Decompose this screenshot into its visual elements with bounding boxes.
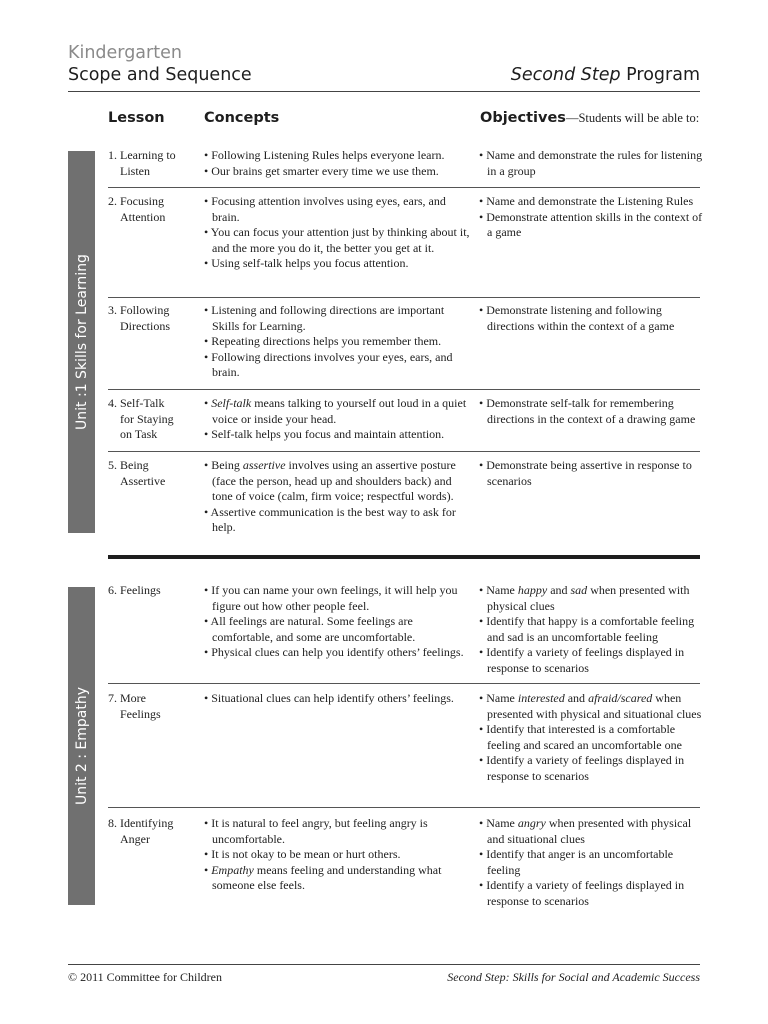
lesson-row-8 <box>108 816 700 911</box>
objectives-cell <box>479 691 703 784</box>
concept-item: • Self-talk means talking to yourself out loud in a quiet voice or inside your head. <box>204 396 467 426</box>
lesson-title-line: 5. Being <box>108 458 149 472</box>
lesson-title-line: 1. Learning to <box>108 148 176 162</box>
concept-item: • It is natural to feel angry, but feeling angry is uncomfortable. <box>204 816 428 846</box>
concept-item: • Repeating directions helps you remember them. <box>204 334 442 348</box>
lesson-title <box>108 194 200 225</box>
objective-item: • Demonstrate attention skills in the context of a game <box>479 209 703 239</box>
lesson-title-line: Anger <box>120 831 150 846</box>
objective-item: • Name and demonstrate the rules for listening in a group <box>479 148 703 178</box>
lesson-title-line: for Staying <box>120 411 174 426</box>
concept-item: • Following Listening Rules helps everyone learn. <box>204 148 445 162</box>
concept-item: • Physical clues can help you identify others’ feelings. <box>204 645 464 659</box>
concept-item: • You can focus your attention just by thinking about it, and the more you do it, the better you get at it. <box>204 225 470 255</box>
lesson-row-5 <box>108 458 700 542</box>
program-title <box>511 65 700 85</box>
lesson-column-heading: Lesson <box>108 110 165 126</box>
objective-item: • Name happy and sad when presented with physical clues <box>479 583 690 613</box>
lesson-row-4 <box>108 396 700 452</box>
lesson-title-line: 6. Feelings <box>108 583 161 597</box>
objectives-cell <box>479 396 703 427</box>
lesson-title-line: Listen <box>120 163 150 178</box>
objective-item: • Identify that happy is a comfortable feeling and sad is an uncomfortable feeling <box>479 614 695 644</box>
concept-item: • Empathy means feeling and understanding what someone else feels. <box>204 862 442 892</box>
concepts-cell <box>204 148 470 179</box>
concepts-cell <box>204 458 470 536</box>
concepts-column-heading: Concepts <box>204 110 280 126</box>
lesson-title-line: Feelings <box>120 706 161 721</box>
footer-series-title: Second Step: Skills for Social and Academic Success <box>447 970 700 984</box>
lesson-row-2 <box>108 194 703 298</box>
concepts-cell <box>204 583 470 661</box>
objective-item: • Demonstrate listening and following directions within the context of a game <box>479 303 675 333</box>
lesson-title <box>108 303 200 334</box>
lesson-title-line: 2. Focusing <box>108 194 165 208</box>
objective-item: • Identify a variety of feelings displayed in response to scenarios <box>479 878 685 908</box>
unit-2-label: Unit 2 : Empathy <box>73 686 90 806</box>
footer-rule <box>68 964 700 965</box>
lesson-title <box>108 396 200 443</box>
lesson-title-line: 8. Identifying <box>108 816 174 830</box>
lesson-title-line: 3. Following <box>108 303 170 317</box>
unit-1-bar <box>68 151 95 533</box>
objective-item: • Name angry when presented with physical and situational clues <box>479 816 692 846</box>
lesson-title <box>108 148 200 179</box>
objective-item: • Identify a variety of feelings displayed in response to scenarios <box>479 645 685 675</box>
objectives-cell <box>479 194 703 241</box>
concept-item: • If you can name your own feelings, it will help you figure out how other people feel. <box>204 583 458 613</box>
unit-divider <box>108 555 700 559</box>
objectives-cell <box>479 458 703 489</box>
objective-item: • Identify a variety of feelings displayed in response to scenarios <box>479 753 685 783</box>
lesson-title-line: 4. Self-Talk <box>108 396 165 410</box>
objective-item: • Demonstrate self-talk for remembering directions in the context of a drawing game <box>479 396 696 426</box>
concept-item: • Listening and following directions are important Skills for Learning. <box>204 303 445 333</box>
lesson-title <box>108 583 200 599</box>
concepts-cell <box>204 303 470 381</box>
concept-item: • All feelings are natural. Some feelings are comfortable, and some are uncomfortable. <box>204 614 416 644</box>
lesson-title <box>108 691 200 722</box>
lesson-title <box>108 816 200 847</box>
objectives-cell <box>479 816 703 909</box>
objectives-heading-note: —Students will be able to: <box>565 111 700 125</box>
concept-item: • Focusing attention involves using eyes, ears, and brain. <box>204 194 446 224</box>
unit-2-bar <box>68 587 95 905</box>
concepts-cell <box>204 816 470 894</box>
concept-item: • Following directions involves your eyes, ears, and brain. <box>204 349 453 379</box>
lesson-title-line: on Task <box>120 427 158 441</box>
objective-item: • Name and demonstrate the Listening Rules <box>479 194 694 208</box>
concepts-cell <box>204 396 470 443</box>
objectives-heading-text: Objectives <box>480 110 566 126</box>
lesson-row-1 <box>108 148 703 188</box>
lesson-title-line: Attention <box>120 209 166 224</box>
lesson-title-line: 7. More <box>108 691 146 705</box>
concept-item: • Situational clues can help identify others’ feelings. <box>204 691 454 705</box>
concept-item: • Our brains get smarter every time we use them. <box>204 163 439 178</box>
objectives-cell <box>479 583 703 676</box>
objective-item: • Demonstrate being assertive in response to scenarios <box>479 458 692 488</box>
unit-1-label: Unit :1 Skills for Learning <box>73 254 90 430</box>
objective-item: • Name interested and afraid/scared when presented with physical and situational clues <box>479 691 702 721</box>
concept-item: • Being assertive involves using an assertive posture (face the person, head up and shoulders back) and tone of voice (calm, firm voice; respectful words). <box>204 458 456 503</box>
page-title: Scope and Sequence <box>68 65 252 85</box>
objectives-cell <box>479 303 703 334</box>
concept-item: • Self-talk helps you focus and maintain attention. <box>204 427 445 441</box>
objective-item: • Identify that interested is a comfortable feeling and scared an uncomfortable one <box>479 722 682 752</box>
concept-item: • It is not okay to be mean or hurt others. <box>204 847 401 861</box>
objectives-column-heading <box>480 110 699 126</box>
program-title-em: Second Step <box>510 65 621 85</box>
concept-item: • Assertive communication is the best way to ask for help. <box>204 504 456 534</box>
footer-copyright: © 2011 Committee for Children <box>68 970 222 984</box>
objectives-cell <box>479 148 703 179</box>
concepts-cell <box>204 194 470 272</box>
lesson-title <box>108 458 200 489</box>
concepts-cell <box>204 691 470 707</box>
concept-item: • Using self-talk helps you focus attention. <box>204 256 409 270</box>
lesson-row-6 <box>108 583 700 684</box>
lesson-row-7 <box>108 691 700 808</box>
objective-item: • Identify that anger is an uncomfortable feeling <box>479 847 674 877</box>
program-title-rest: Program <box>620 65 700 85</box>
header-rule <box>68 91 700 92</box>
lesson-row-3 <box>108 303 700 390</box>
lesson-title-line: Assertive <box>120 473 166 488</box>
lesson-title-line: Directions <box>120 318 170 333</box>
grade-label: Kindergarten <box>68 43 182 63</box>
